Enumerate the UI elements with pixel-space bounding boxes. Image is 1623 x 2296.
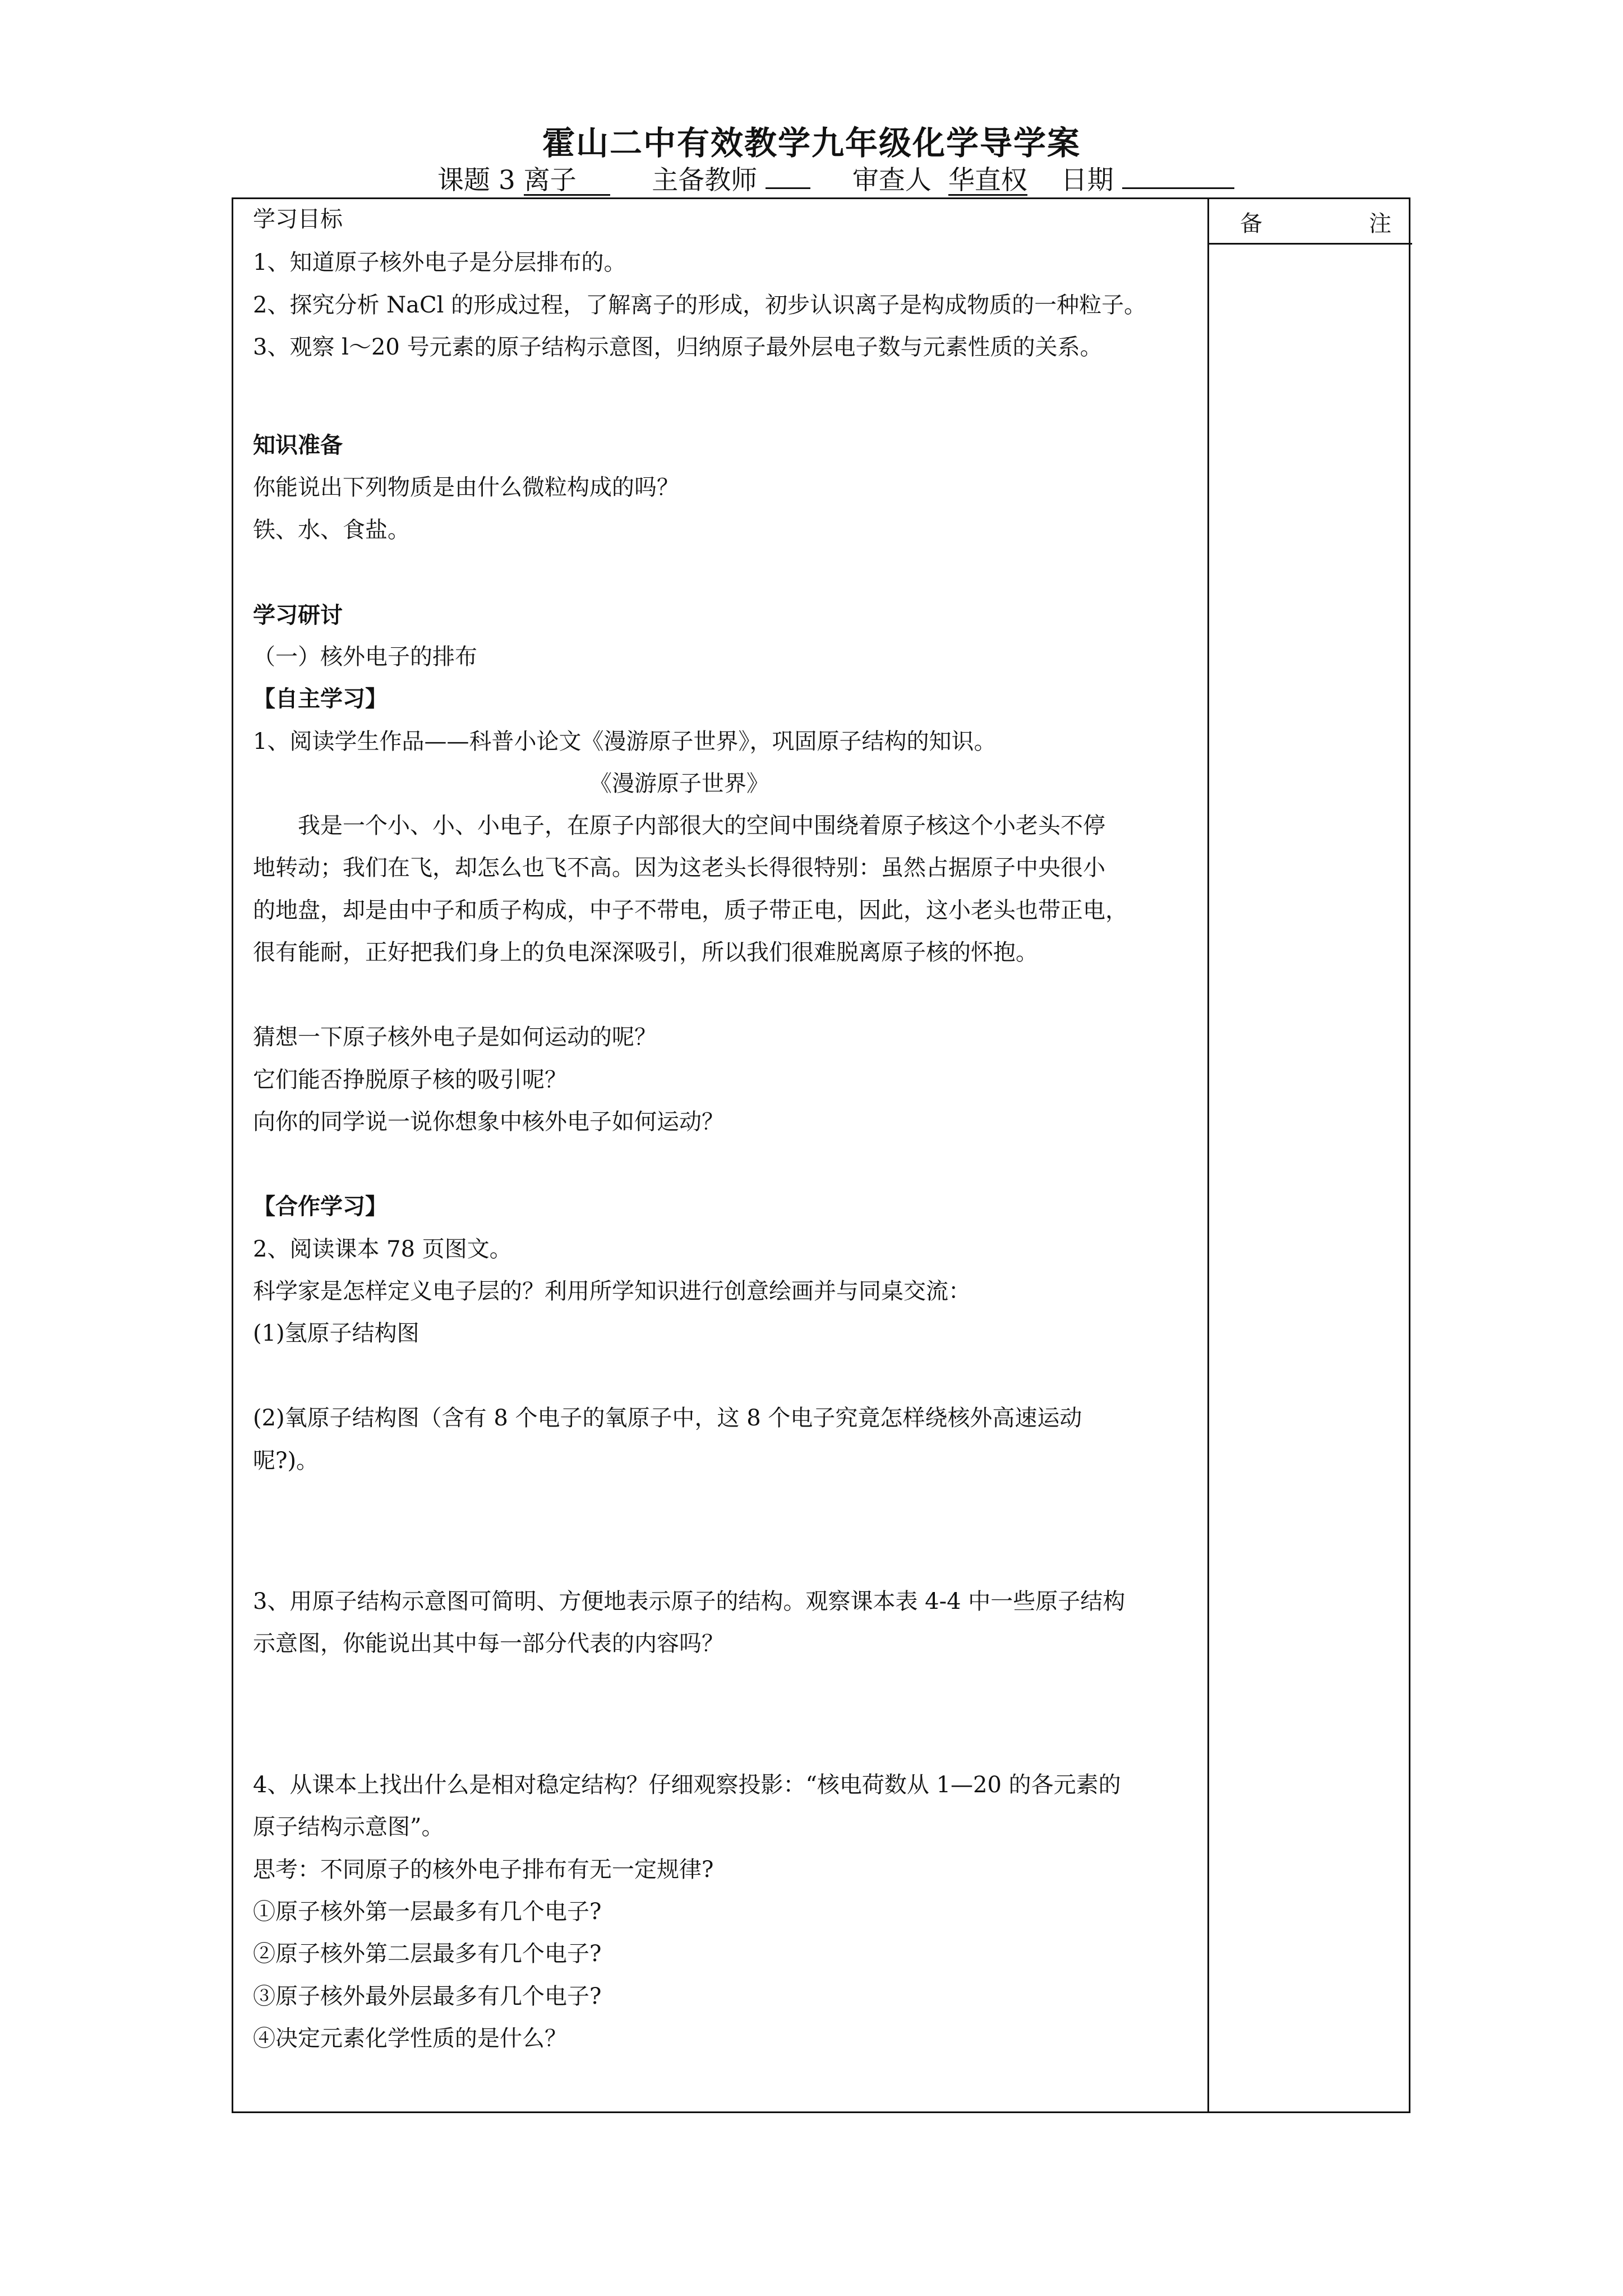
lesson-info-line (437, 159, 1234, 197)
item-2: 2、阅读课本 78 页图文。 (253, 1236, 512, 1262)
item-3-line-1: 3、用原子结构示意图可简明、方便地表示原子的结构。观察课本表 4-4 中一些原子结构 (253, 1589, 1126, 1614)
essay-line-1: 我是一个小、小、小电子，在原子内部很大的空间中围绕着原子核这个小老头不停 (298, 813, 1105, 839)
think-4: ④决定元素化学性质的是什么？ (253, 2026, 567, 2051)
essay-line-4: 很有能耐，正好把我们身上的负电深深吸引，所以我们很难脱离原子核的怀抱。 (253, 940, 1038, 965)
guess-1: 猜想一下原子核外电子是如何运动的呢？ (253, 1024, 657, 1050)
self-study-heading: 【自主学习】 (253, 685, 388, 712)
item-2-b-line-2: 呢?)。 (253, 1448, 319, 1474)
notes-header-char-2: 注 (1369, 211, 1391, 237)
think-2: ②原子核外第二层最多有几个电子? (253, 1941, 602, 1967)
essay-line-2: 地转动；我们在飞，却怎么也飞不高。因为这老头长得很特别：虽然占据原子中央很小 (253, 855, 1105, 881)
think-3: ③原子核外最外层最多有几个电子? (253, 1984, 602, 2009)
reviewer-label: 审查人 (852, 165, 932, 196)
reviewer-name: 华直权 (948, 165, 1027, 196)
worksheet-table (232, 197, 1410, 2113)
coop-study-heading: 【合作学习】 (253, 1193, 388, 1220)
essay-line-3: 的地盘，却是由中子和质子构成，中子不带电，质子带正电，因此，这小老头也带正电， (253, 898, 1128, 923)
goal-1: 1、知道原子核外电子是分层排布的。 (253, 250, 626, 275)
goals-heading: 学习目标 (253, 206, 343, 232)
item-2-question: 科学家是怎样定义电子层的？利用所学知识进行创意绘画并与同桌交流： (253, 1278, 971, 1304)
item-1: 1、阅读学生作品——科普小论文《漫游原子世界》，巩固原子结构的知识。 (253, 729, 997, 754)
notes-header-char-1: 备 (1240, 211, 1262, 237)
notes-header-divider (1209, 243, 1412, 245)
guess-2: 它们能否挣脱原子核的吸引呢？ (253, 1067, 567, 1093)
prep-heading: 知识准备 (253, 432, 343, 458)
date-label: 日期 (1061, 165, 1114, 196)
page-title: 霍山二中有效教学九年级化学导学案 (542, 124, 1081, 162)
goal-2: 2、探究分析 NaCl 的形成过程，了解离子的形成，初步认识离子是构成物质的一种粒子。 (253, 292, 1147, 318)
item-3-line-2: 示意图，你能说出其中每一部分代表的内容吗？ (253, 1631, 724, 1657)
think-heading: 思考：不同原子的核外电子排布有无一定规律? (253, 1857, 714, 1883)
essay-title: 《漫游原子世界》 (589, 771, 769, 797)
item-4-line-1: 4、从课本上找出什么是相对稳定结构？仔细观察投影：“核电荷数从 1—20 的各元素的 (253, 1772, 1121, 1798)
course-label: 课题 3 (437, 165, 515, 196)
item-4-line-2: 原子结构示意图”。 (253, 1814, 444, 1840)
guess-3: 向你的同学说一说你想象中核外电子如何运动？ (253, 1109, 724, 1135)
think-1: ①原子核外第一层最多有几个电子? (253, 1899, 602, 1925)
teacher-label: 主备教师 (652, 165, 758, 196)
section-1-heading: （一）核外电子的排布 (253, 644, 477, 670)
goal-3: 3、观察 l～20 号元素的原子结构示意图，归纳原子最外层电子数与元素性质的关系。 (253, 334, 1103, 360)
study-heading: 学习研讨 (253, 602, 343, 628)
prep-items: 铁、水、食盐。 (253, 517, 410, 543)
date-blank (1122, 165, 1234, 189)
course-topic: 离子 (524, 167, 610, 196)
item-2-b-line-1: (2)氧原子结构图（含有 8 个电子的氧原子中，这 8 个电子究竟怎样绕核外高速运动 (253, 1405, 1082, 1431)
teacher-blank (766, 165, 810, 189)
prep-question: 你能说出下列物质是由什么微粒构成的吗？ (253, 475, 679, 500)
item-2-a: (1)氢原子结构图 (253, 1320, 419, 1346)
column-divider (1207, 199, 1209, 2111)
